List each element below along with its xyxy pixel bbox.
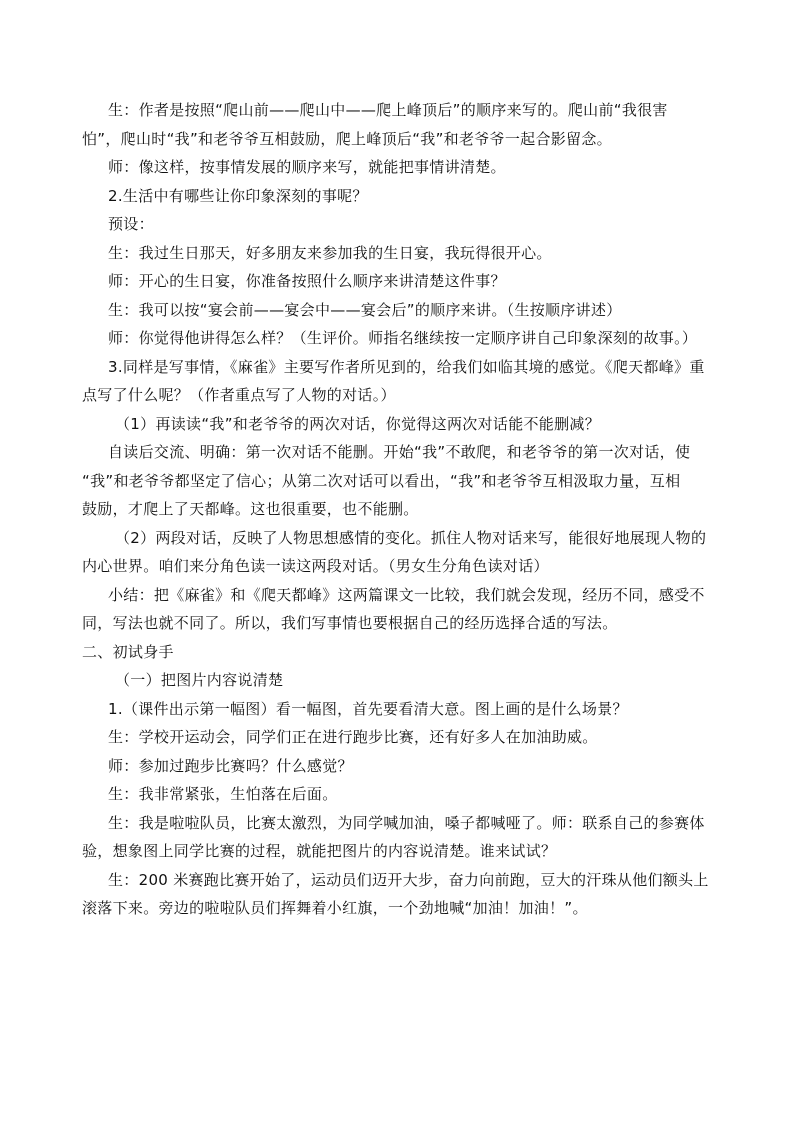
text-line: 师：像这样，按事情发展的顺序来写，就能把事情讲清楚。: [108, 158, 506, 176]
text-line: 3.同样是写事情，《麻雀》主要写作者所见到的，给我们如临其境的感觉。《爬天都峰》重: [108, 357, 705, 376]
text-line: 2.生活中有哪些让你印象深刻的事呢？: [108, 186, 368, 205]
text-line: （1）再读读“我”和老爷爷的两次对话，你觉得这两次对话能不能删减？: [115, 414, 600, 433]
text-line: （2）两段对话，反映了人物思想感情的变化。抓住人物对话来写，能很好地展现人物的: [115, 528, 707, 547]
paragraph-18: [82, 752, 712, 781]
text-line: 1.（课件出示第一幅图）看一幅图，首先要看清大意。图上画的是什么场景？: [108, 699, 628, 718]
paragraph-7: [82, 296, 712, 325]
paragraph-2: [82, 153, 712, 182]
paragraph-21: [82, 866, 712, 923]
text-line: 怕”，爬山时“我”和老爷爷互相鼓励，爬上峰顶后“我”和老爷爷一起合影留念。: [82, 129, 612, 148]
paragraph-11: [82, 438, 712, 524]
text-line: 滚落下来。旁边的啦啦队员们挥舞着小红旗，一个劲地喊“加油！加油！”。: [82, 899, 588, 917]
section-heading: [82, 638, 712, 667]
text-line: 师：参加过跑步比赛吗？什么感觉？: [108, 756, 353, 775]
text-line: 自读后交流、明确：第一次对话不能删。开始“我”不敢爬，和老爷爷的第一次对话，使: [108, 443, 691, 461]
paragraph-4: [82, 210, 712, 239]
text-line: 生：我可以按“宴会前——宴会中——宴会后”的顺序来讲。（生按顺序讲述）: [108, 300, 622, 319]
text-line: 生：学校开运动会，同学们正在进行跑步比赛，还有好多人在加油助威。: [108, 728, 598, 746]
text-line: 小结：把《麻雀》和《爬天都峰》这两篇课文一比较，我们就会发现，经历不同，感受不: [108, 585, 705, 604]
text-line: 师：你觉得他讲得怎么样？（生评价。师指名继续按一定顺序讲自己印象深刻的故事。）: [108, 329, 698, 347]
text-line: 生：我非常紧张，生怕落在后面。: [108, 785, 338, 803]
text-line: 生：200 米赛跑比赛开始了，运动员们迈开大步，奋力向前跑，豆大的汗珠从他们额头上: [108, 870, 709, 889]
paragraph-20: [82, 809, 712, 866]
text-line: 生：作者是按照“爬山前——爬山中——爬上峰顶后”的顺序来写的。爬山前“我很害: [108, 101, 668, 119]
paragraph-10: [82, 410, 712, 439]
text-line: 点写了什么呢？（作者重点写了人物的对话。）: [82, 386, 396, 404]
paragraph-6: [82, 267, 712, 296]
paragraph-16: [82, 695, 712, 724]
text-line: 生：我是啦啦队员，比赛太激烈，为同学喊加油，嗓子都喊哑了。师：联系自己的参赛体: [108, 813, 705, 832]
text-line: 二、初试身手: [82, 642, 174, 661]
text-line: 预设：: [108, 215, 154, 233]
subsection-heading: [82, 666, 712, 695]
paragraph-19: [82, 780, 712, 809]
paragraph-1: [82, 96, 712, 153]
text-line: 鼓励，才爬上了天都峰。这也很重要，也不能删。: [82, 500, 419, 518]
paragraph-5: [82, 239, 712, 268]
text-line: 同，写法也就不同了。所以，我们写事情也要根据自己的经历选择合适的写法。: [82, 614, 618, 632]
paragraph-9: [82, 353, 712, 410]
paragraph-12: [82, 524, 712, 581]
paragraph-13: [82, 581, 712, 638]
paragraph-3: [82, 182, 712, 211]
text-line: “我”和老爷爷都坚定了信心；从第二次对话可以看出，“我”和老爷爷互相汲取力量，互相: [82, 471, 681, 490]
document-body: [82, 96, 712, 923]
paragraph-17: [82, 723, 712, 752]
text-line: 师：开心的生日宴，你准备按照什么顺序来讲清楚这件事？: [108, 272, 506, 290]
text-line: 内心世界。咱们来分角色读一读这两段对话。（男女生分角色读对话）: [82, 557, 549, 575]
text-line: 生：我过生日那天，好多朋友来参加我的生日宴，我玩得很开心。: [108, 243, 552, 262]
paragraph-8: [82, 324, 712, 353]
text-line: （一）把图片内容说清楚: [115, 671, 284, 689]
text-line: 验，想象图上同学比赛的过程，就能把图片的内容说清楚。谁来试试？: [82, 842, 557, 860]
